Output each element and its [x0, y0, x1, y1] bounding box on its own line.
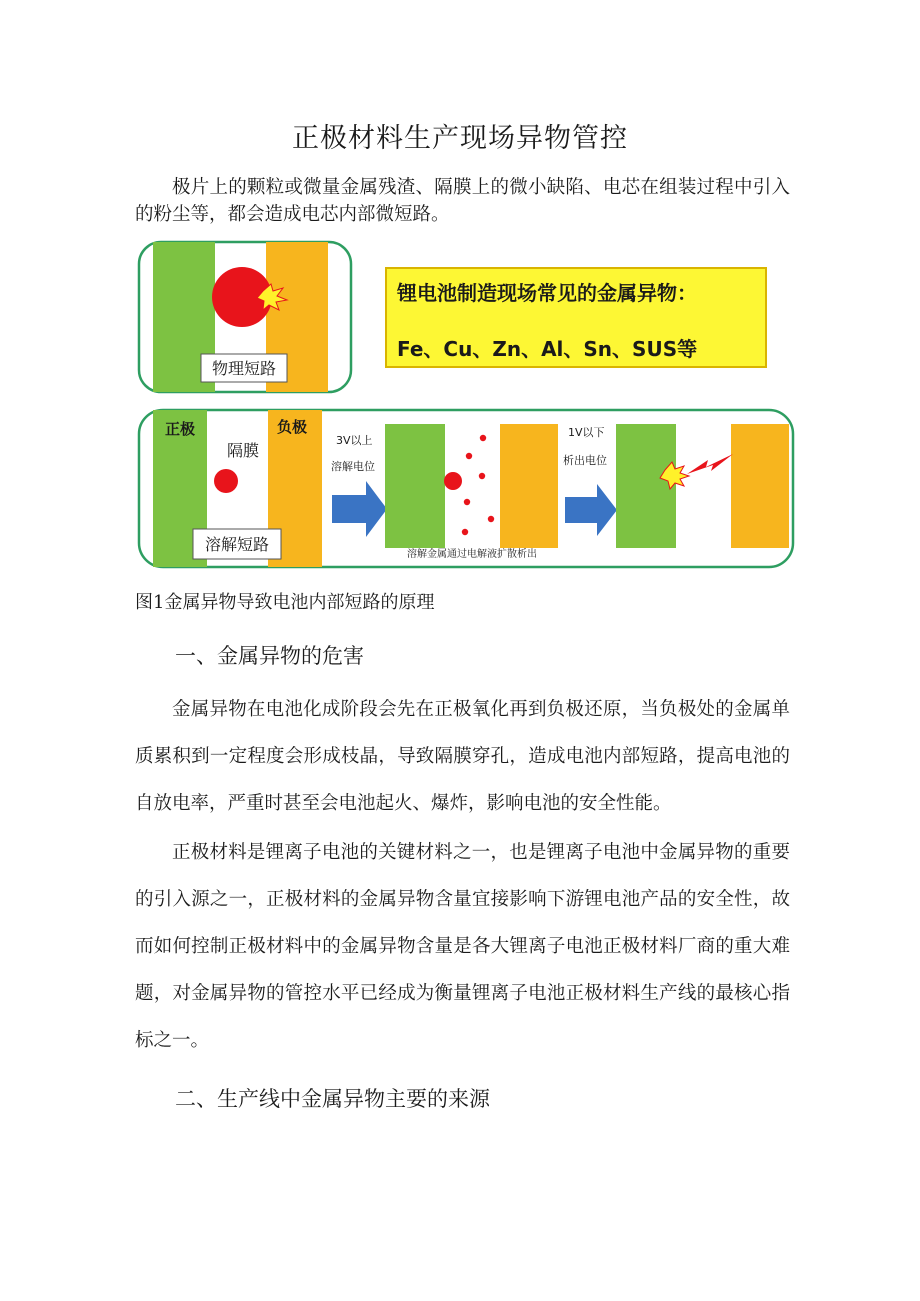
section2-heading: 二、生产线中金属异物主要的来源 — [175, 1087, 490, 1111]
arrow2-voltage: 1V以下 — [568, 426, 605, 439]
figure-svg — [135, 238, 795, 573]
middle-anode-bar — [500, 424, 558, 548]
physical-short-label: 物理短路 — [211, 359, 277, 378]
section1-paragraph-2: 正极材料是锂离子电池的关键材料之一，也是锂离子电池中金属异物的重要的引入源之一，正极材料的金属异物含量宜接影响下游锂电池产品的安全性，故而如何控制正极材料中的金属异物含量是各大锂离子电池正极材料厂商的重大难题，对金属异物的管控水平已经成为衡量锂离子电池正极材料生产线的最核心指标之一。 — [135, 842, 790, 1051]
separator-label: 隔膜 — [226, 441, 260, 460]
arrow2-potential: 析出电位 — [563, 454, 607, 467]
ion-dot — [480, 435, 486, 441]
right-anode-bar — [731, 424, 789, 548]
lightning-icon — [687, 454, 733, 474]
arrow1-potential: 溶解电位 — [331, 460, 375, 473]
right-cathode-bar — [616, 424, 676, 548]
section1-paragraph-1: 金属异物在电池化成阶段会先在正极氧化再到负极还原，当负极处的金属单质累积到一定程度会形成枝晶，导致隔膜穿孔，造成电池内部短路，提高电池的自放电率，严重时甚至会电池起火、爆炸，影响电池的安全性能。 — [135, 699, 790, 814]
arrow1-voltage: 3V以上 — [336, 434, 373, 447]
short-circuit-figure — [135, 238, 795, 573]
middle-cathode-bar — [385, 424, 445, 548]
arrow-right-icon-1 — [332, 481, 387, 537]
dissolve-short-label: 溶解短路 — [204, 535, 270, 554]
metal-list: Fe、Cu、Zn、Al、Sn、SUS等 — [397, 337, 698, 361]
anode-label: 负极 — [277, 418, 308, 436]
diffuse-caption: 溶解金属通过电解液扩散析出 — [407, 549, 537, 560]
cathode-label: 正极 — [165, 420, 196, 438]
ion-dot — [462, 529, 468, 535]
ion-dot — [479, 473, 485, 479]
section1-heading: 一、金属异物的危害 — [175, 644, 364, 668]
ion-dot — [466, 453, 472, 459]
page-title: 正极材料生产现场异物管控 — [292, 123, 628, 154]
figure-caption: 图1金属异物导致电池内部短路的原理 — [135, 592, 435, 613]
arrow-right-icon-2 — [565, 484, 617, 536]
ion-large — [444, 472, 462, 490]
metal-info-title: 锂电池制造现场常见的金属异物： — [397, 281, 697, 305]
ion-dot — [464, 499, 470, 505]
dissolving-particle — [214, 469, 238, 493]
intro-paragraph: 极片上的颗粒或微量金属残渣、隔膜上的微小缺陷、电芯在组装过程中引入的粉尘等，都会造成电芯内部微短路。 — [135, 177, 790, 225]
ion-dot — [488, 516, 494, 522]
